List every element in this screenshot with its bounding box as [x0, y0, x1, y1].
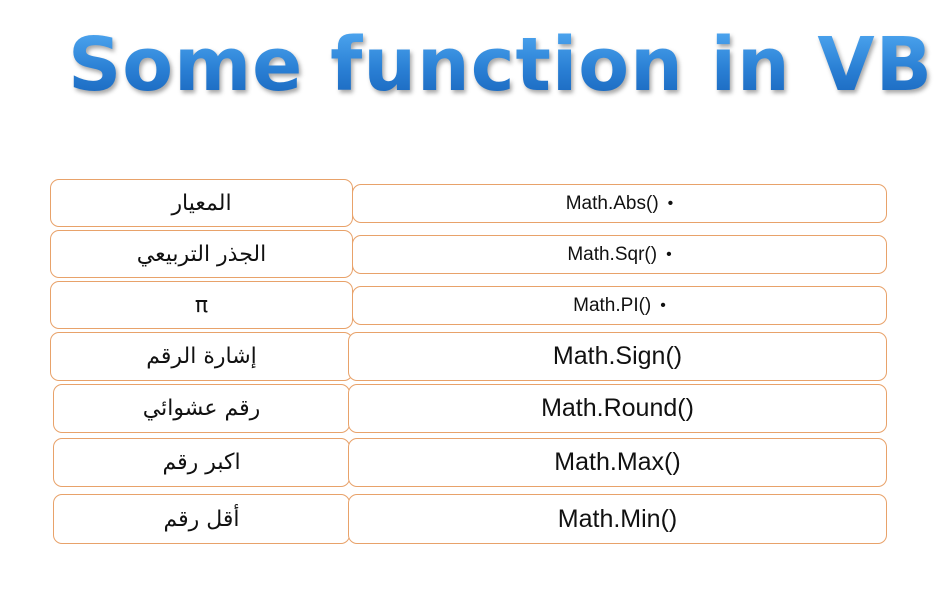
function-cell-3: [352, 286, 887, 325]
arabic-label: اكبر رقم: [162, 450, 241, 475]
function-name: Math.Sign(): [552, 342, 683, 370]
function-name: Math.Max(): [554, 448, 681, 476]
arabic-label: رقم عشوائي: [142, 396, 261, 421]
arabic-label: الجذر التربيعي: [136, 241, 267, 267]
bullet-icon: •: [667, 194, 674, 212]
arabic-cell-7: [53, 494, 350, 544]
function-cell-5: [348, 384, 887, 433]
bullet-icon: •: [666, 245, 672, 263]
function-name: Math.Sqr(): [567, 243, 658, 265]
arabic-cell-1: [50, 179, 353, 227]
function-name: Math.Round(): [541, 394, 694, 422]
function-cell-6: [348, 438, 887, 487]
function-name: Math.Min(): [557, 504, 678, 533]
function-cell-7: [348, 494, 887, 544]
page-title: Some function in VB: [0, 22, 946, 108]
function-cell-2: [352, 235, 887, 274]
function-name: Math.Abs(): [565, 192, 659, 214]
bullet-icon: •: [660, 296, 666, 314]
arabic-label: إشارة الرقم: [146, 344, 257, 369]
function-cell-1: [352, 184, 887, 223]
arabic-label: π: [194, 292, 209, 318]
arabic-label: أقل رقم: [163, 506, 240, 532]
arabic-cell-6: [53, 438, 350, 487]
arabic-cell-2: [50, 230, 353, 278]
arabic-cell-5: [53, 384, 350, 433]
arabic-cell-4: [50, 332, 353, 381]
arabic-cell-3: [50, 281, 353, 329]
arabic-label: المعيار: [171, 190, 232, 216]
function-name: Math.PI(): [573, 294, 652, 316]
function-cell-4: [348, 332, 887, 381]
